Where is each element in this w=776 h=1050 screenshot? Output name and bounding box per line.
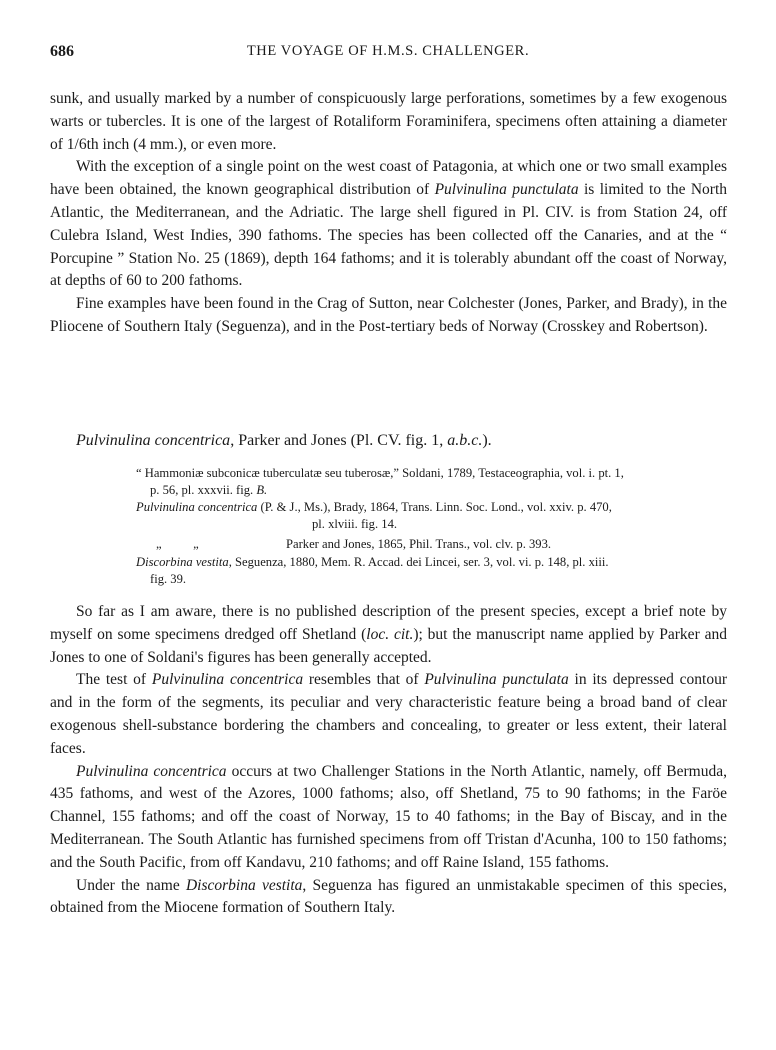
species-title: Pulvinulina concentrica bbox=[76, 432, 231, 449]
paragraph: With the exception of a single point on the west coast of Patagonia, at which one or two small examples have been obtained, the known geographical distribution of Pulvinulina punctulata is limited to the North Atlantic, the Mediterranean, and the Adriatic. The large shell figured in Pl. CIV. is from Station 24, off Culebra Island, West Indies, 390 fathoms. The species has been collected off the Canaries, and at the “ Porcupine ” Station No. 25 (1869), depth 164 fathoms; and it is tolerably abundant off the coast of Norway, at depths of 60 to 200 fathoms. bbox=[50, 158, 728, 290]
synonym-name: Discorbina vestita bbox=[136, 555, 229, 569]
synonymy-entry: Pulvinulina concentrica (P. & J., Ms.), Brady, 1864, Trans. Linn. Soc. Lond., vol. xxiv. p. 470, pl. xlviii. fig. 14. bbox=[136, 500, 612, 531]
page-header bbox=[50, 43, 726, 63]
synonym-name: Pulvinulina concentrica bbox=[136, 500, 258, 514]
previous-species-text bbox=[50, 88, 727, 339]
species-name: Pulvinulina punctulata bbox=[424, 671, 569, 689]
species-name: Pulvinulina concentrica bbox=[76, 762, 227, 780]
running-head: THE VOYAGE OF H.M.S. CHALLENGER. bbox=[246, 43, 530, 59]
synonymy-entry: “ Hammoniæ subconicæ tuberculatæ seu tuberosæ,” Soldani, 1789, Testaceographia, vol. i. pt. 1, p. 56, pl. xxxvii. fig. B. bbox=[136, 466, 624, 497]
paragraph: Fine examples have been found in the Crag of Sutton, near Colchester (Jones, Parker, and Brady), in the Pliocene of Southern Italy (Seguenza), and in the Post-tertiary beds of Norway (Crosskey and Robertson). bbox=[50, 295, 727, 335]
species-name: Pulvinulina punctulata bbox=[434, 181, 579, 199]
paragraph: sunk, and usually marked by a number of conspicuously large perforations, sometimes by a few exogenous warts or tubercles. It is one of the largest of Rotaliform Foraminifera, specimens often attaining a diameter of 1/6th inch (4 mm.), or even more. bbox=[50, 90, 727, 153]
fraction: 1/6 bbox=[66, 135, 87, 153]
synonymy-entry: „ „ Parker and Jones, 1865, Phil. Trans., vol. clv. p. 393. bbox=[136, 536, 728, 553]
paragraph: Under the name Discorbina vestita, Seguenza has figured an unmistakable specimen of this species, obtained from the Miocene formation of Southern Italy. bbox=[50, 876, 727, 917]
figure-letters: a.b.c. bbox=[447, 432, 483, 449]
synonymy-entry: Discorbina vestita, Seguenza, 1880, Mem. R. Accad. dei Lincei, ser. 3, vol. vi. p. 148, pl. xiii. fig. 39. bbox=[136, 555, 609, 586]
species-description bbox=[50, 601, 727, 920]
species-name: Discorbina vestita bbox=[185, 876, 303, 894]
paragraph: Pulvinulina concentrica occurs at two Challenger Stations in the North Atlantic, namely, off Bermuda, 435 fathoms, and west of the Azores, 1000 fathoms; also, off Shetland, 75 to 90 fathoms; in the Faröe Channel, 155 fathoms; and off the coast of Norway, 15 to 40 fathoms; in the Bay of Biscay, and in the Mediterranean. The South Atlantic has furnished specimens from off Tristan d'Acunha, 100 to 150 fathoms; and the South Pacific, from off Kandavu, 210 fathoms; and off Raine Island, 155 fathoms. bbox=[50, 762, 727, 871]
paragraph: So far as I am aware, there is no published description of the present species, except a brief note by myself on some specimens dredged off Shetland (loc. cit.); but the manuscript name applied by Parker and Jones to one of Soldani's figures has been generally accepted. bbox=[50, 603, 727, 666]
ditto-marks: „ „ bbox=[156, 537, 199, 551]
paragraph: The test of Pulvinulina concentrica resembles that of Pulvinulina punctulata in its depressed contour and in the form of the segments, its peculiar and very characteristic feature being a broad band of clear exogenous shell-substance bordering the chambers and concealing, to greater or less extent, their lateral faces. bbox=[50, 671, 727, 757]
page-number: 686 bbox=[50, 43, 74, 60]
species-heading: Pulvinulina concentrica, Parker and Jones (Pl. CV. fig. 1, a.b.c.). bbox=[76, 432, 492, 449]
species-name: Pulvinulina concentrica bbox=[151, 671, 304, 689]
